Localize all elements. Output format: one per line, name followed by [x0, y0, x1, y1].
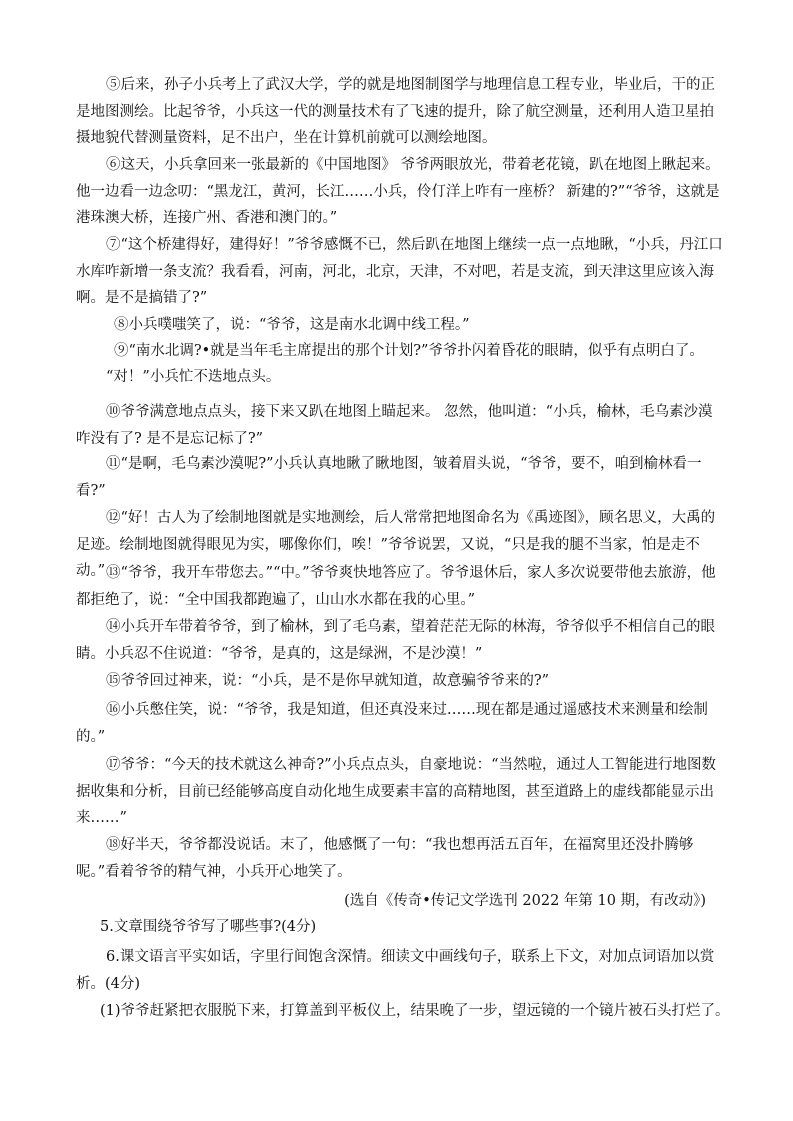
paragraph-9-reply: “对！”小兵忙不迭地点头。 — [106, 369, 281, 385]
paragraph-13: ⑬“爷爷，我开车带您去。”“中。”爷爷爽快地答应了。爷爷退休后，家人多次说要带他去旅游，他都拒绝了，说：“全中国我都跑遍了，山山水水都在我的心里。” — [76, 565, 716, 608]
paragraph-7: ⑦“这个桥建得好，建得好！”爷爷感慨不已，然后趴在地图上继续一点一点地瞅，“小兵，丹江口水库咋新增一条支流？我看看，河南，河北，北京，天津，不对吧，若是支流，到天津这里应该入海啊。是不是搞错了?” — [76, 237, 723, 306]
paragraph-14: ⑭小兵开车带着爷爷，到了榆林，到了毛乌素，望着茫茫无际的林海，爷爷似乎不相信自己的眼睛。小兵忍不住说道：“爷爷，是真的，这是绿洲，不是沙漠！” — [76, 619, 715, 662]
source-citation: (选自《传奇•传记文学选刊 2022 年第 10 期，有改动》) — [344, 893, 706, 909]
paragraph-11: ⑪“是啊，毛乌素沙漠呢?”小兵认真地瞅了瞅地图，皱着眉头说，“爷爷，要不，咱到榆林看一看?” — [76, 456, 702, 499]
paragraph-10: ⑩爷爷满意地点点头，接下来又趴在地图上瞄起来。 忽然，他叫道：“小兵，榆林，毛乌素沙漠咋没有了? 是不是忘记标了?” — [76, 404, 713, 447]
paragraph-6: ⑥这天，小兵拿回来一张最新的《中国地图》 爷爷两眼放光，带着老花镜，趴在地图上瞅起来。他一边看一边念叨：“黑龙江，黄河，长江……小兵，伶仃洋上咋有一座桥？ 新建的?”“爷爷，这就是港珠澳大桥，连接广州、香港和澳门的。” — [76, 157, 720, 226]
paragraph-8: ⑧小兵噗嗤笑了，说：“爷爷，这是南水北调中线工程。” — [114, 317, 470, 333]
paragraph-17: ⑰爷爷：“今天的技术就这么神奇?”小兵点点头，自豪地说：“当然啦，通过人工智能进行地图数据收集和分析，目前已经能够高度自动化地生成要素丰富的高精地图，甚至道路上的虚线都能显示出来……” — [76, 757, 717, 826]
paragraph-9: ⑨“南水北调?•就是当年毛主席提出的那个计划?”爷爷扑闪着昏花的眼睛，似乎有点明白了。 — [114, 343, 704, 359]
paragraph-18: ⑱好半天，爷爷都没说话。末了，他感慨了一句：“我也想再活五百年，在福窝里还没扑腾够呢。”看着爷爷的精气神，小兵开心地笑了。 — [76, 837, 694, 880]
paragraph-15: ⑮爷爷回过神来，说：“小兵，是不是你早就知道，故意骗爷爷来的?” — [106, 673, 550, 689]
question-6: 6.课文语言平实如话，字里行间饱含深情。细读文中画线句子，联系上下文，对加点词语加以赏析。(4分) — [76, 949, 715, 992]
paragraph-5: ⑤后来，孙子小兵考上了武汉大学，学的就是地图制图学与地理信息工程专业，毕业后，干的正是地图测绘。比起爷爷，小兵这一代的测量技术有了飞速的提升，除了航空测量，还利用人造卫星拍摄地貌代替测量资料，足不出户，坐在计算机前就可以测绘地图。 — [76, 77, 715, 146]
question-5: 5.文章围绕爷爷写了哪些事?(4分) — [100, 919, 317, 935]
paragraph-12: ⑫“好！古人为了绘制地图就是实地测绘，后人常常把地图命名为《禹迹图》，顾名思义，大禹的足迹。绘制地图就得眼见为实，哪像你们，唉！”爷爷说罢，又说，“只是我的腿不当家，怕是走不动。” — [76, 510, 716, 579]
paragraph-16: ⑯小兵憋住笑，说：“爷爷，我是知道，但还真没来过……现在都是通过遥感技术来测量和绘制的。” — [76, 702, 708, 745]
question-6-item-1: (1)爷爷赶紧把衣服脱下来，打算盖到平板仪上，结果晚了一步，望远镜的一个镜片被石头打烂了。 — [100, 1003, 730, 1019]
